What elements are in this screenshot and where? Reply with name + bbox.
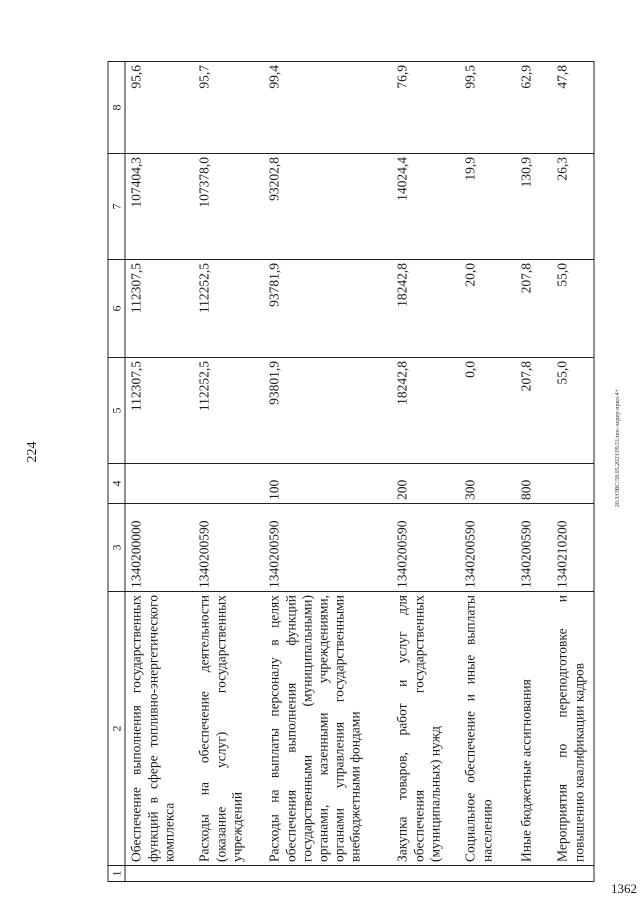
cell-col1	[552, 866, 595, 882]
cell-value-6: 20,0	[460, 260, 516, 358]
header-col-6: 6	[108, 260, 125, 358]
cell-value-8: 47,8	[552, 62, 595, 154]
cell-name: Обеспечение выполнения государственных функций в сфере топливно-энергетического комплекса	[125, 592, 194, 866]
cell-code: 1340200590	[194, 504, 264, 592]
cell-col1	[264, 866, 392, 882]
cell-value-5: 207,8	[516, 358, 552, 464]
cell-value-5: 0,0	[460, 358, 516, 464]
cell-value-6: 55,0	[552, 260, 595, 358]
cell-code: 1340200000	[125, 504, 194, 592]
cell-value-7: 107378,0	[194, 154, 264, 260]
header-col-7: 7	[108, 154, 125, 260]
table-row	[552, 62, 595, 882]
cell-name: Расходы на обеспечение деятельности (оказание услуг) государственных учреждений	[194, 592, 264, 866]
cell-value-6: 207,8	[516, 260, 552, 358]
document-code: 20.3/OBC/58.05.2023/09.51/пос-ходер-прил-4+	[615, 388, 621, 508]
header-col-4: 4	[108, 464, 125, 504]
cell-code: 1340210200	[552, 504, 595, 592]
cell-value-5: 112252,5	[194, 358, 264, 464]
cell-col1	[392, 866, 460, 882]
budget-table	[108, 61, 595, 882]
header-col-5: 5	[108, 358, 125, 464]
table-header-row	[108, 62, 125, 882]
cell-name: Закупка товаров, работ и услуг для обеспечения государственных (муниципальных) нужд	[392, 592, 460, 866]
cell-value-7: 130,9	[516, 154, 552, 260]
header-col-1: 1	[108, 866, 125, 882]
cell-value-7: 93202,8	[264, 154, 392, 260]
cell-code: 1340200590	[460, 504, 516, 592]
cell-value-8: 76,9	[392, 62, 460, 154]
table-row	[264, 62, 392, 882]
cell-value-8: 99,5	[460, 62, 516, 154]
cell-type: 300	[460, 464, 516, 504]
cell-name: Иные бюджетные ассигнования	[516, 592, 552, 866]
table-row	[392, 62, 460, 882]
cell-value-7: 107404,3	[125, 154, 194, 260]
cell-type	[125, 464, 194, 504]
cell-value-5: 18242,8	[392, 358, 460, 464]
cell-code: 1340200590	[392, 504, 460, 592]
page-number-bottom: 1362	[611, 881, 637, 896]
cell-col1	[460, 866, 516, 882]
cell-value-8: 99,4	[264, 62, 392, 154]
cell-code: 1340200590	[264, 504, 392, 592]
cell-value-5: 112307,5	[125, 358, 194, 464]
cell-value-8: 95,6	[125, 62, 194, 154]
cell-col1	[516, 866, 552, 882]
cell-type: 200	[392, 464, 460, 504]
cell-name: Социальное обеспечение и иные выплаты населению	[460, 592, 516, 866]
cell-value-6: 112307,5	[125, 260, 194, 358]
cell-name: Мероприятия по переподготовке и повышению квалификации кадров	[552, 592, 595, 866]
cell-value-7: 19,9	[460, 154, 516, 260]
table-row	[125, 62, 194, 882]
cell-col1	[194, 866, 264, 882]
header-col-3: 3	[108, 504, 125, 592]
cell-value-7: 26,3	[552, 154, 595, 260]
cell-value-8: 95,7	[194, 62, 264, 154]
cell-type: 800	[516, 464, 552, 504]
cell-value-6: 18242,8	[392, 260, 460, 358]
cell-code: 1340200590	[516, 504, 552, 592]
cell-value-6: 93781,9	[264, 260, 392, 358]
table-row	[460, 62, 516, 882]
table-row	[516, 62, 552, 882]
cell-value-5: 93801,9	[264, 358, 392, 464]
budget-table-container	[108, 62, 593, 882]
cell-type	[194, 464, 264, 504]
header-col-8: 8	[108, 62, 125, 154]
cell-value-7: 14024,4	[392, 154, 460, 260]
cell-type: 100	[264, 464, 392, 504]
cell-value-8: 62,9	[516, 62, 552, 154]
header-col-2: 2	[108, 592, 125, 866]
cell-value-5: 55,0	[552, 358, 595, 464]
page-number-top: 224	[25, 441, 40, 463]
cell-name: Расходы на выплаты персоналу в целях обеспечения выполнения функций государственными (муниципальными) органами, казенными учреждениями, органами управления государственными внебюджетными фондами	[264, 592, 392, 866]
cell-type	[552, 464, 595, 504]
table-row	[194, 62, 264, 882]
cell-value-6: 112252,5	[194, 260, 264, 358]
cell-col1	[125, 866, 194, 882]
